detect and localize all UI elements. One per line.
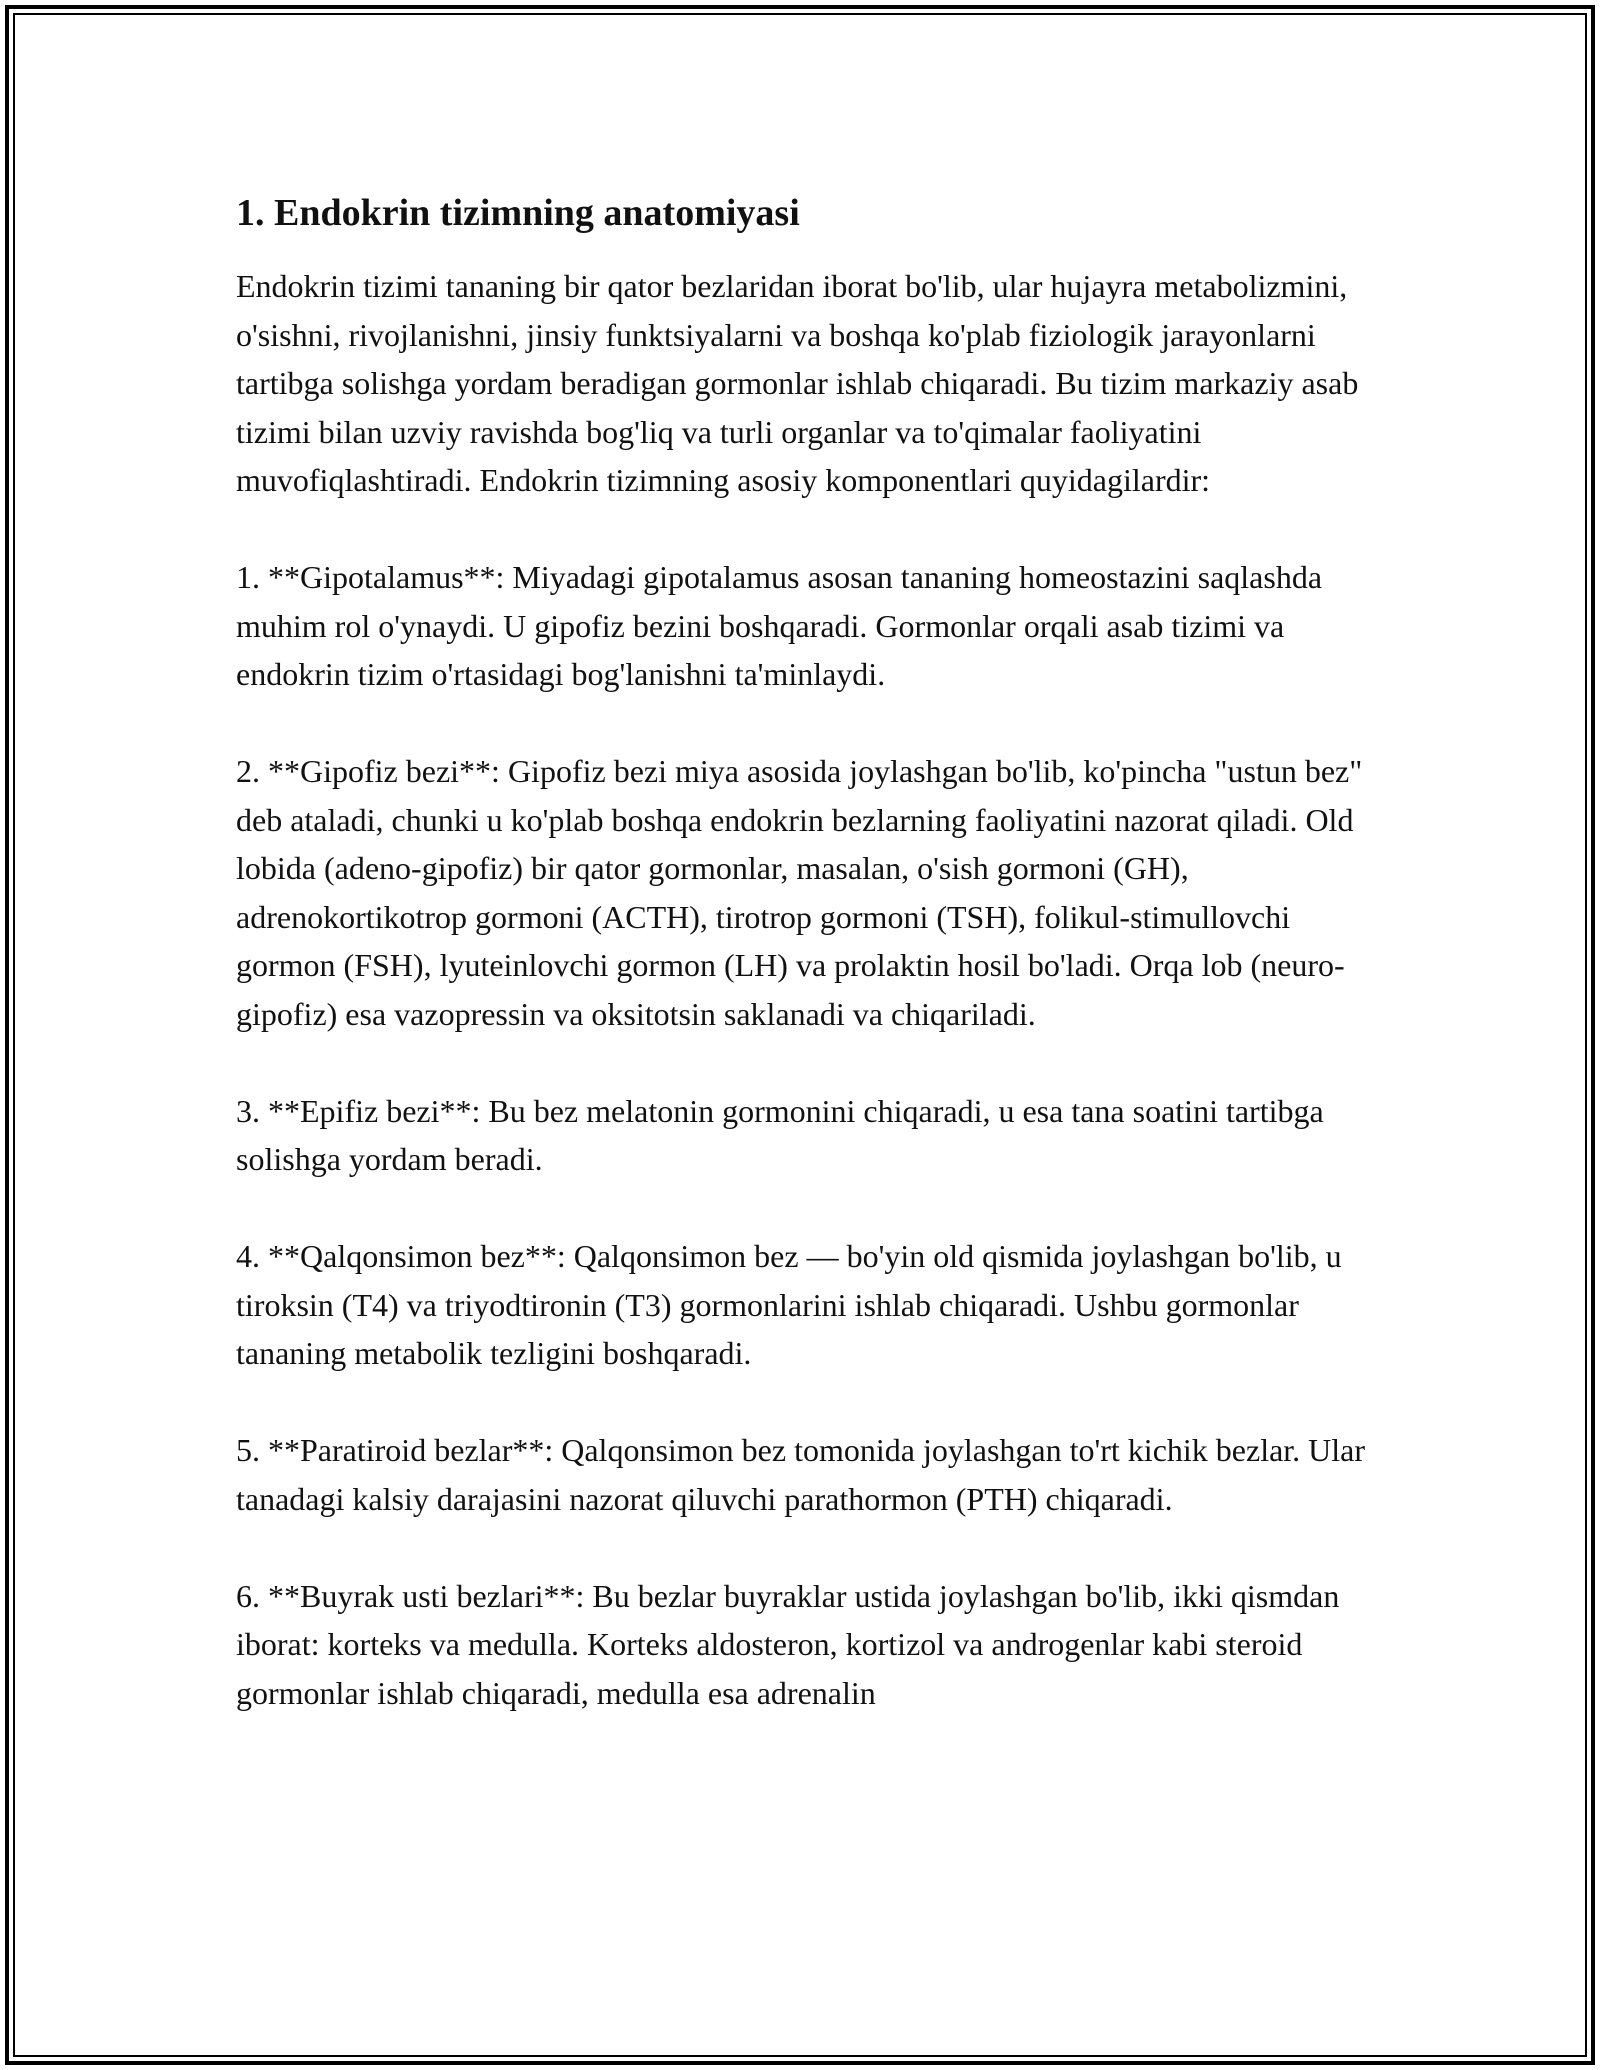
list-item-gipotalamus: 1. **Gipotalamus**: Miyadagi gipotalamus asosan tananing homeostazini saqlashda muhim rol o'ynaydi. U gipofiz bezini boshqaradi. Gormonlar orqali asab tizimi va endokrin tizim o'rtasidagi bog'lanishni ta'minlaydi.	[236, 559, 1323, 692]
list-item-gipofiz: 2. **Gipofiz bezi**: Gipofiz bezi miya asosida joylashgan bo'lib, ko'pincha "ustun bez" deb ataladi, chunki u ko'plab boshqa endokrin bezlarning faoliyatini nazorat qiladi. Old lobida (adeno-gipofiz) bir qator gormonlar, masalan, o'sish gormoni (GH), adrenokortikotrop gormoni (ACTH), tirotrop gormoni (TSH), folikul-stimullovchi gormon (FSH), lyuteinlovchi gormon (LH) va prolaktin hosil bo'ladi. Orqa lob (neuro-gipofiz) esa vazopressin va oksitotsin saklanadi va chiqariladi.	[236, 753, 1363, 1032]
list-item-epifiz: 3. **Epifiz bezi**: Bu bez melatonin gormonini chiqaradi, u esa tana soatini tartibga solishga yordam beradi.	[236, 1092, 1324, 1177]
list-item-qalqonsimon: 4. **Qalqonsimon bez**: Qalqonsimon bez — bo'yin old qismida joylashgan bo'lib, u tiroksin (T4) va triyodtironin (T3) gormonlarini ishlab chiqaradi. Ushbu gormonlar tananing metabolik tezligini boshqaradi.	[236, 1238, 1342, 1371]
document-body	[236, 188, 1376, 1717]
list-item-buyrak-usti: 6. **Buyrak usti bezlari**: Bu bezlar buyraklar ustida joylashgan bo'lib, ikki qismdan iborat: korteks va medulla. Korteks aldosteron, kortizol va androgenlar kabi steroid gormonlar ishlab chiqaradi, medulla esa adrenalin	[236, 1577, 1340, 1711]
list-item-paratiroid: 5. **Paratiroid bezlar**: Qalqonsimon bez tomonida joylashgan to'rt kichik bezlar. Ular tanadagi kalsiy darajasini nazorat qiluvchi parathormon (PTH) chiqaradi.	[236, 1432, 1366, 1517]
section-title: 1. Endokrin tizimning anatomiyasi	[236, 192, 800, 234]
intro-paragraph: Endokrin tizimi tananing bir qator bezlaridan iborat bo'lib, ular hujayra metabolizmini, o'sishni, rivojlanishni, jinsiy funktsiyalarni va boshqa ko'plab fiziologik jarayonlarni tartibga solishga yordam beradigan gormonlar ishlab chiqaradi. Bu tizim markaziy asab tizimi bilan uzviy ravishda bog'liq va turli organlar va to'qimalar faoliyatini muvofiqlashtiradi. Endokrin tizimning asosiy komponentlari quyidagilardir:	[236, 268, 1359, 498]
